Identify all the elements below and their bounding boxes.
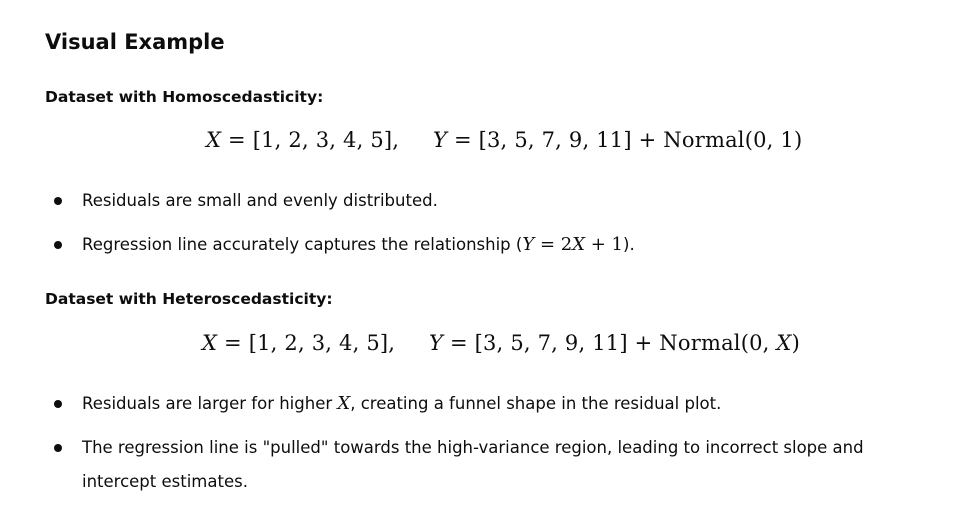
equation-homoscedasticity — [206, 128, 802, 152]
inline-math-part: = 2 — [534, 234, 573, 255]
page-title: Visual Example — [45, 30, 225, 54]
bullet-text: The regression line is "pulled" towards the high-variance region, leading to incorrect slope and intercept estimates. — [82, 438, 864, 491]
equation-x-variable: X — [202, 331, 218, 355]
equation-close-paren: ) — [791, 331, 800, 355]
inline-math-variable: X — [572, 234, 586, 255]
bullet-icon — [54, 444, 62, 452]
equation-x-values: = [1, 2, 3, 4, 5], — [228, 128, 400, 152]
equation-x-values: = [1, 2, 3, 4, 5], — [224, 331, 396, 355]
bullet-text-part: , creating a funnel shape in the residual plot. — [350, 394, 722, 413]
inline-math-part: + 1 — [585, 234, 624, 255]
bullet-text — [82, 228, 902, 262]
inline-math-variable: Y — [522, 234, 535, 255]
inline-equation — [337, 393, 350, 414]
bullet-text-part: ). — [623, 235, 635, 254]
inline-math-variable: X — [337, 393, 351, 414]
equation-heteroscedasticity — [202, 331, 800, 355]
equation-y-variable: Y — [428, 331, 444, 355]
bullet-icon — [54, 197, 62, 205]
equation-x-variable: X — [206, 128, 222, 152]
bullet-text-part: Residuals are larger for higher — [82, 394, 338, 413]
bullet-icon — [54, 241, 62, 249]
bullet-icon — [54, 400, 62, 408]
section-heading-homoscedasticity: Dataset with Homoscedasticity: — [45, 88, 324, 106]
bullet-text-part: Regression line accurately captures the relationship ( — [82, 235, 523, 254]
equation-y-values: = [3, 5, 7, 9, 11] + Normal(0, 1) — [453, 128, 803, 152]
inline-equation — [522, 234, 623, 255]
section-heading-heteroscedasticity: Dataset with Heteroscedasticity: — [45, 290, 333, 308]
bullet-text — [82, 387, 902, 421]
equation-y-values: = [3, 5, 7, 9, 11] + Normal(0, — [449, 331, 777, 355]
bullet-text: Residuals are small and evenly distributed. — [82, 191, 438, 210]
equation-variance-variable: X — [776, 331, 792, 355]
equation-y-variable: Y — [432, 128, 448, 152]
